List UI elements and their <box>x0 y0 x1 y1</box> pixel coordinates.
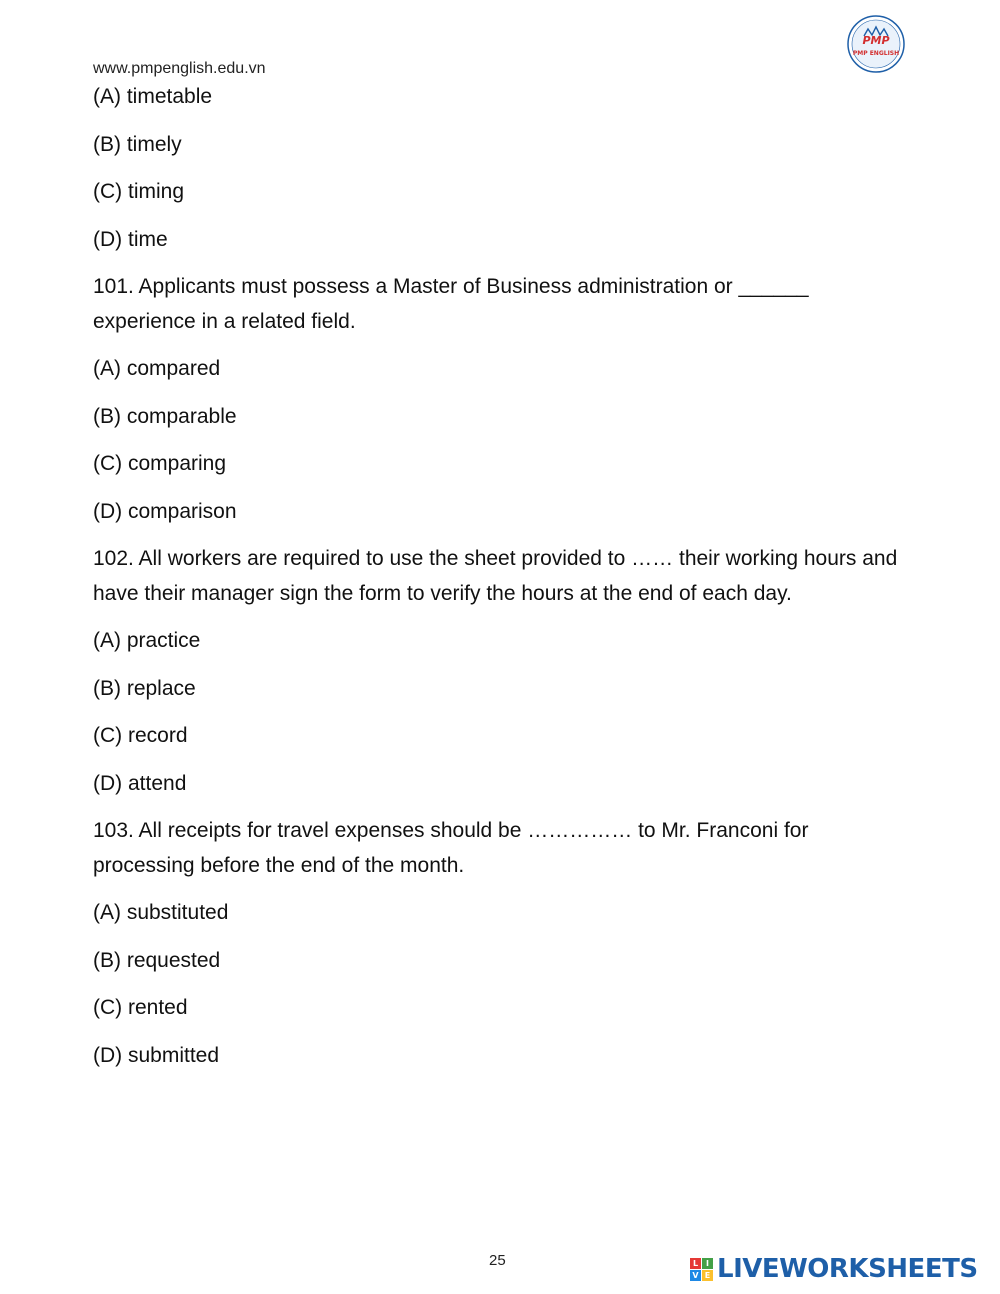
answer-option: (B) requested <box>93 948 221 972</box>
answer-option: (D) time <box>93 227 168 251</box>
answer-option: (C) record <box>93 724 188 747</box>
liveworksheets-brand: LIVEWORKSHEETS <box>717 1254 978 1284</box>
question-103: 103. All receipts for travel expenses should be …………… to Mr. Franconi for processing before the end of the month. <box>93 819 809 877</box>
question-102: 102. All workers are required to use the sheet provided to …… their working hours and have their manager sign the form to verify the hours at the end of each day. <box>93 547 898 605</box>
answer-option: (A) practice <box>93 629 201 652</box>
answer-option: (D) comparison <box>93 499 237 523</box>
answer-option: (C) comparing <box>93 452 227 475</box>
answer-option: (B) comparable <box>93 404 237 428</box>
page-number: 25 <box>489 1252 506 1269</box>
answer-option: (D) attend <box>93 771 187 795</box>
logo-text: PMP <box>862 34 890 47</box>
answer-option: (C) timing <box>93 180 185 203</box>
worksheet-content <box>93 80 913 1086</box>
answer-option: (B) timely <box>93 132 182 156</box>
answer-option: (B) replace <box>93 676 196 700</box>
question-101: 101. Applicants must possess a Master of Business administration or ______ experience in a related field. <box>93 275 809 333</box>
liveworksheets-logo <box>690 1252 978 1286</box>
site-url: www.pmpenglish.edu.vn <box>93 60 266 77</box>
pmp-english-logo <box>846 14 906 74</box>
answer-option: (C) rented <box>93 996 188 1019</box>
logo-subtext: PMP ENGLISH <box>852 50 900 57</box>
answer-option: (D) submitted <box>93 1043 220 1067</box>
answer-option: (A) timetable <box>93 85 213 108</box>
answer-option: (A) substituted <box>93 901 229 924</box>
answer-option: (A) compared <box>93 357 221 380</box>
liveworksheets-grid-icon: L I V E <box>690 1258 713 1281</box>
